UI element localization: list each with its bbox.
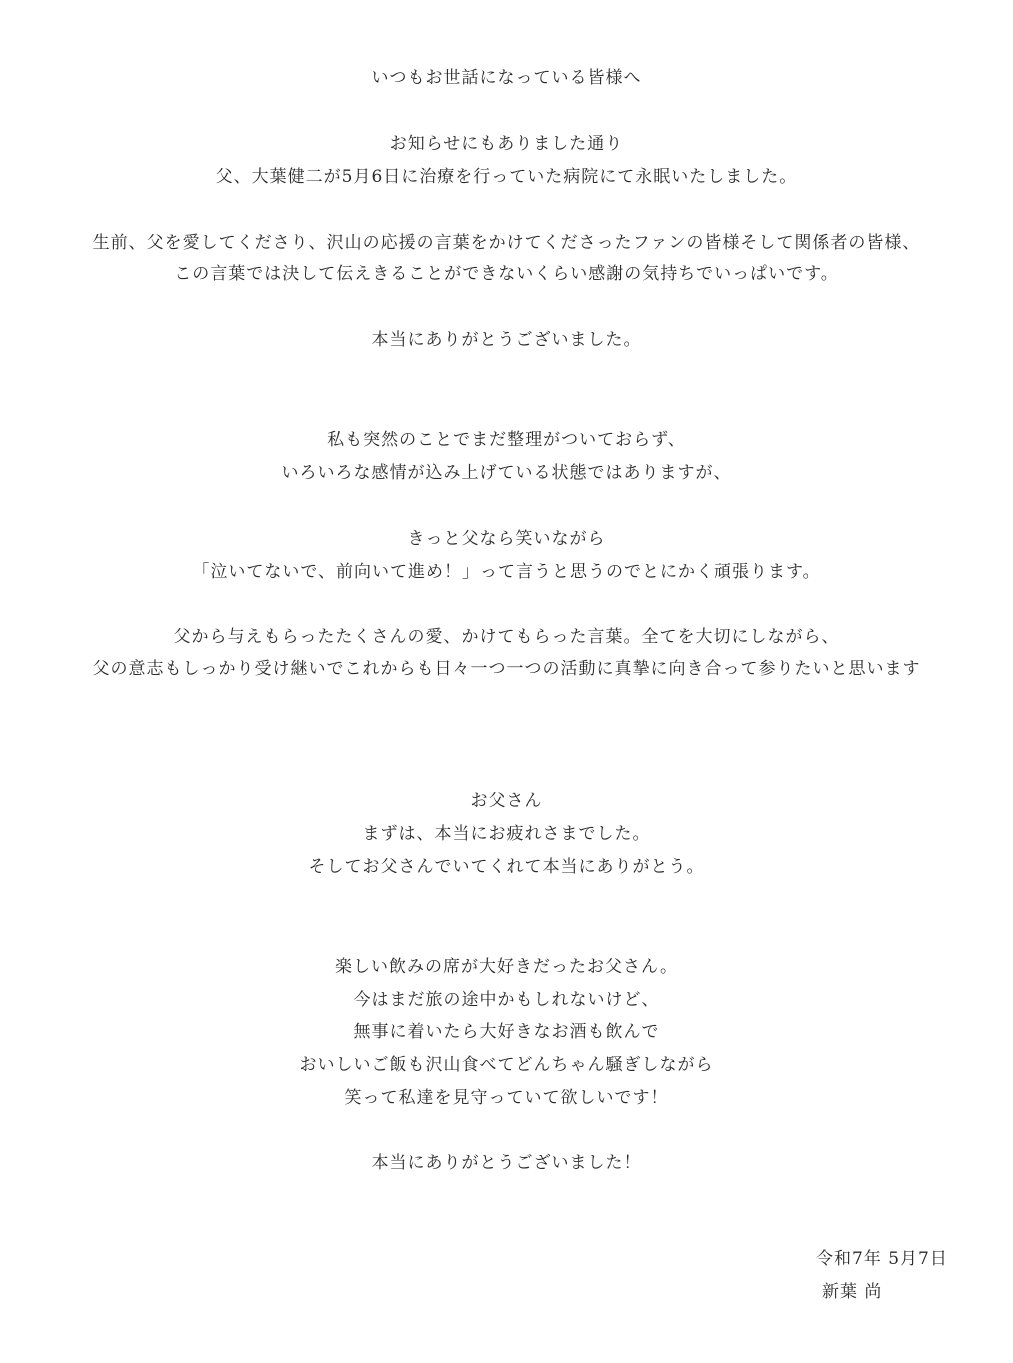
message-line-3: 無事に着いたら大好きなお酒も飲んで [353, 1022, 660, 1042]
father-address-line-3: そしてお父さんでいてくれて本当にありがとう。 [308, 857, 705, 877]
message-line-5: 笑って私達を見守っていて欲しいです！ [344, 1088, 669, 1108]
resolve-line-1: 父から与えもらったたくさんの愛、かけてもらった言葉。全てを大切にしながら、 [173, 627, 840, 647]
father-address-line-2: まずは、本当にお疲れさまでした。 [362, 824, 651, 844]
father-words-line-2: 「泣いてないで、前向いて進め！」って言うと思うのでとにかく頑張ります。 [192, 562, 821, 582]
announcement-line-2: 父、大葉健二が5月6日に治療を行っていた病院にて永眠いたしました。 [215, 167, 798, 187]
father-words-line-1: きっと父なら笑いながら [407, 529, 606, 549]
thanks-line-2: この言葉では決して伝えきることができないくらい感謝の気持ちでいっぱいです。 [174, 264, 839, 284]
closing-line: 本当にありがとうございました！ [371, 1153, 642, 1173]
message-line-4: おいしいご飯も沢山食べてどんちゃん騒ぎしながら [299, 1055, 714, 1075]
thank-you-line: 本当にありがとうございました。 [371, 330, 642, 350]
message-line-1: 楽しい飲みの席が大好きだったお父さん。 [334, 957, 679, 977]
letter-date: 令和7年 5月7日 [816, 1249, 948, 1269]
message-line-2: 今はまだ旅の途中かもしれないけど、 [353, 990, 660, 1010]
announcement-line-1: お知らせにもありました通り [389, 134, 624, 154]
resolve-line-2: 父の意志もしっかり受け継いでこれからも日々一つ一つの活動に真摯に向き合って参りたいと思います [92, 659, 921, 679]
feelings-line-2: いろいろな感情が込み上げている状態ではありますが、 [281, 463, 732, 483]
thanks-line-1: 生前、父を愛してくださり、沢山の応援の言葉をかけてくださったファンの皆様そして関係者の皆様、 [92, 233, 921, 253]
letter-signature: 新葉 尚 [822, 1282, 883, 1302]
father-address-line-1: お父さん [470, 791, 543, 811]
feelings-line-1: 私も突然のことでまだ整理がついておらず、 [327, 430, 686, 450]
greeting-line: いつもお世話になっている皆様へ [371, 68, 642, 88]
